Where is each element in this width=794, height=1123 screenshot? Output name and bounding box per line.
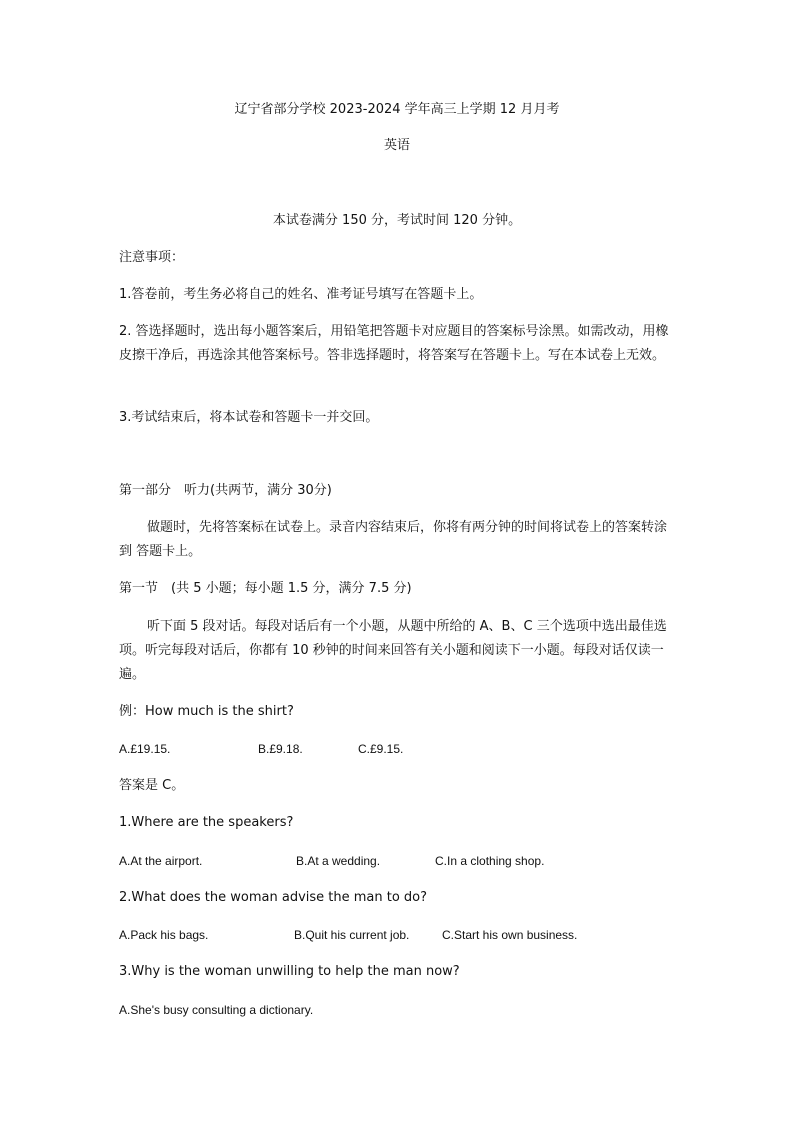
example-option-c: C.£9.15.: [358, 742, 404, 756]
q2-option-c: C.Start his own business.: [442, 928, 578, 942]
section1-heading: 第一节 (共 5 小题；每小题 1.5 分，满分 7.5 分): [119, 581, 412, 596]
note-item-2: 2. 答选择题时，选出每小题答案后，用铅笔把答题卡对应题目的答案标号涂黑。如需改动，用橡皮擦干净后，再选涂其他答案标号。答非选择题时，将答案写在答题卡上。写在本试卷上无效。: [119, 324, 669, 363]
question-1: 1.Where are the speakers?: [119, 815, 294, 830]
exam-subject: 英语: [383, 138, 410, 153]
q1-option-b: B.At a wedding.: [296, 854, 381, 868]
example-options: [119, 740, 679, 758]
q1-option-a: A.At the airport.: [119, 854, 203, 868]
note-item-3: 3.考试结束后，将本试卷和答题卡一并交回。: [119, 410, 379, 425]
part1-heading: 第一部分 听力(共两节，满分 30分): [119, 483, 332, 498]
example-option-b: B.£9.18.: [258, 742, 303, 756]
example-question: 例：How much is the shirt?: [119, 704, 294, 719]
question-2: 2.What does the woman advise the man to do?: [119, 890, 428, 905]
question-3-options: [119, 1001, 679, 1019]
note-item-1: 1.答卷前，考生务必将自己的姓名、准考证号填写在答题卡上。: [119, 287, 483, 302]
example-option-a: A.£19.15.: [119, 742, 171, 756]
score-info: 本试卷满分 150 分，考试时间 120 分钟。: [272, 213, 522, 228]
q3-option-a: A.She's busy consulting a dictionary.: [119, 1003, 314, 1017]
question-3: 3.Why is the woman unwilling to help the man now?: [119, 964, 460, 979]
question-1-options: [119, 852, 679, 870]
q2-option-a: A.Pack his bags.: [119, 928, 209, 942]
exam-title: 辽宁省部分学校 2023-2024 学年高三上学期 12 月月考: [234, 102, 560, 117]
notes-heading: 注意事项：: [119, 250, 185, 265]
part1-instruction: 做题时，先将答案标在试卷上。录音内容结束后，你将有两分钟的时间将试卷上的答案转涂到 答题卡上。: [119, 520, 668, 559]
q2-option-b: B.Quit his current job.: [294, 928, 410, 942]
question-2-options: [119, 926, 679, 944]
q1-option-c: C.In a clothing shop.: [435, 854, 545, 868]
example-answer: 答案是 C。: [119, 778, 185, 793]
section1-instruction: 听下面 5 段对话。每段对话后有一个小题，从题中所给的 A、B、C 三个选项中选出最佳选项。听完每段对话后，你都有 10 秒钟的时间来回答有关小题和阅读下一小题。每段对话仅读一遍。: [119, 619, 667, 682]
